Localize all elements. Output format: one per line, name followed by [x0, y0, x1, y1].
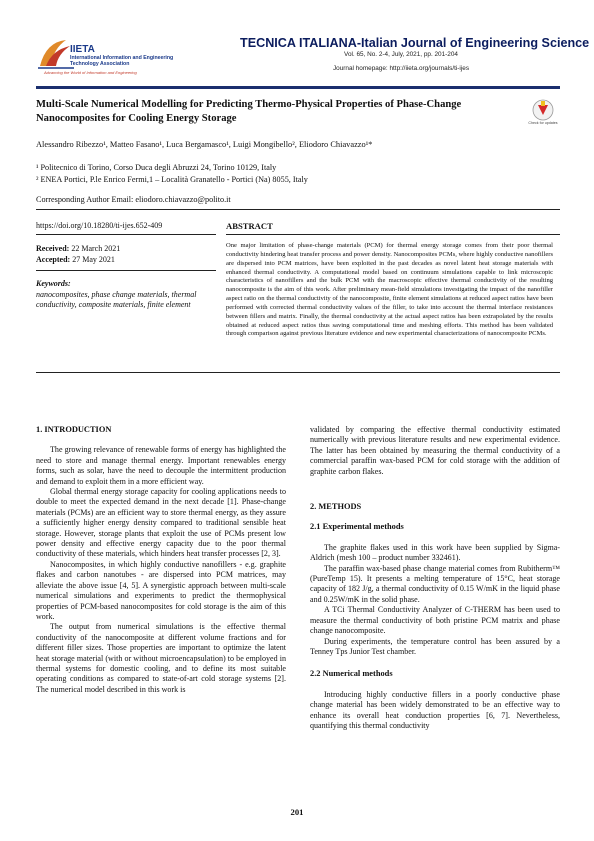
paragraph: During experiments, the temperature control has been assured by a Tenney Tps Junior Test chamber.	[310, 636, 560, 656]
received-date: 22 March 2021	[71, 244, 121, 253]
body-column-right	[310, 425, 560, 731]
affiliation-1: ¹ Politecnico di Torino, Corso Duca degli Abruzzi 24, Torino 10129, Italy	[36, 163, 277, 172]
header-rule	[36, 86, 560, 89]
abstract-heading: ABSTRACT	[226, 221, 273, 231]
paragraph: Nanocomposites, in which highly conductive nanofillers - e.g. graphite flakes and carbon nanotubes - are dispersed into PCM matrices, may alleviate the above issue [4, 5]. A synergistic approach between multi-scale numerical simulations and experiments to predict the thermophysical properties of PCM-based nanocomposites for cold storage is the aim of this work.	[36, 559, 286, 621]
crossmark-label: Check for updates	[528, 121, 558, 125]
paragraph: The paraffin wax-based phase change material comes from Rubitherm™ (PureTemp 15). It presents a melting temperature of 15°C, heat storage capacity of 182 J/g, a thermal conductivity of 0.15 W/mK in the liquid phase and 0.25W/mK in the solid phase.	[310, 563, 560, 604]
accepted-label: Accepted:	[36, 255, 71, 264]
keywords-label: Keywords:	[36, 279, 71, 288]
logo-acronym: IIETA	[70, 44, 95, 55]
received-label: Received:	[36, 244, 70, 253]
logo-tagline: Advancing the World of Information and Engineering	[44, 70, 137, 75]
doi-link[interactable]: https://doi.org/10.18280/ti-ijes.652-409	[36, 221, 163, 230]
author-list: Alessandro Ribezzo¹, Matteo Fasano¹, Luca Bergamasco¹, Luigi Mongibello², Eliodoro Chiavazzo¹*	[36, 140, 373, 149]
affiliation-2: ² ENEA Portici, P.le Enrico Fermi,1 – Località Granatello - Portici (Na) 8055, Italy	[36, 175, 308, 184]
divider	[226, 234, 560, 235]
journal-volume: Vol. 65, No. 2-4, July, 2021, pp. 201-204	[344, 51, 458, 58]
logo-text	[70, 44, 180, 67]
paragraph: The growing relevance of renewable forms of energy has highlighted the need to store and manage thermal energy. Important renewables energy forms, such as solar, have the need to decouple the intermittent production and demand to exploit them in a more efficient way.	[36, 445, 286, 486]
subsection-heading-experimental: 2.1 Experimental methods	[310, 522, 404, 532]
paragraph: The graphite flakes used in this work have been supplied by Sigma-Aldrich (mesh 100 – product number 332461).	[310, 542, 560, 563]
logo-org: International Information and Engineering Technology Association	[70, 55, 174, 67]
divider	[36, 234, 216, 235]
keywords-list: nanocomposites, phase change materials, thermal conductivity, composite materials, finite element	[36, 289, 197, 309]
subsection-heading-numerical: 2.2 Numerical methods	[310, 669, 393, 679]
journal-title: TECNICA ITALIANA-Italian Journal of Engineering Science	[240, 36, 590, 50]
corresponding-author: Corresponding Author Email: eliodoro.chiavazzo@polito.it	[36, 195, 231, 204]
body-column-left	[36, 425, 286, 695]
keywords-block	[36, 279, 216, 311]
paragraph: validated by comparing the effective thermal conductivity estimated numerically with previous literature results and new experimental evidence. The latter has been obtained by measuring the thermal conductivity of a commercial paraffin wax-based PCM for cold storage with the addition of graphite carbon flakes.	[310, 425, 560, 476]
paragraph: The output from numerical simulations is the effective thermal conductivity of the nanocomposite at different volume fractions and for different filler sizes. Those properties are important to optimize the latent heat storage material (with or without microencapsulation) to be employed in thermal systems for domestic cooling, and to define its most suitable operating conditions as compared to state-of-art cold storage systems [2]. The numerical model described in this work is	[36, 622, 286, 694]
paragraph: Global thermal energy storage capacity for cooling applications needs to double to meet the expected demand in the next decade [1]. Phase-change materials (PCMs) are an efficient way to store thermal energy, as they assure a sufficiently higher energy density compared to traditional sensible heat storage. However, storage plants that exploit the use of PCMs present low power density and effective energy capacity due to the poor thermal conductivity of these materials, which hinders heat transfer processes [2, 3].	[36, 487, 286, 559]
paragraph: A TCi Thermal Conductivity Analyzer of C-THERM has been used to measure the thermal conductivity of both pristine PCM matrix and phase change nanocomposite.	[310, 605, 560, 636]
paper-title: Multi-Scale Numerical Modelling for Predicting Thermo-Physical Properties of Phase-Change Nanocomposites for Cooling Energy Storage	[36, 99, 462, 124]
section-heading-methods: 2. METHODS	[310, 502, 362, 512]
divider	[36, 372, 560, 373]
accepted-line	[36, 255, 216, 266]
received-line	[36, 244, 216, 255]
paragraph: Introducing highly conductive fillers in a poorly conductive phase change material has been widely demonstrated to be an effective way to enhance its overall heat conduction properties [6, 7]. Nevertheless, quantifying this thermal conductivity	[310, 689, 560, 730]
divider	[36, 209, 560, 210]
divider	[36, 270, 216, 271]
abstract-text: One major limitation of phase-change materials (PCM) for thermal energy storage comes from their poor thermal conductivity hindering heat transfer process and power density. Nanocomposites PCMs, where highly conductive nanofillers are dispersed into PCM matrices, have been exploited in the past decades as novel latent heat storage materials with enhanced thermal conductivity. A computational model based on continuum simulations capable to link microscopic characteristics of nanofillers and the bulk PCM with the macroscopic effective thermal conductivity of the resulting nanocomposite is the aim of this work. After preliminary mean-field simulations investigating the impact of the nanofiller aspect ratio on the thermal conductivity of the nanocomposite, finite element simulations at reduced aspect ratios have been performed with corrected thermal conductivity values of the filler, to take into account the thermal interface resistances between fillers and matrix. Finally, the thermal conductivity at the actual aspect ratios has been extrapolated by the results obtained at reduced aspect ratios thus saving computational time and meshing efforts. This method has been validated through comparison against previous literature evidence and new experimental characterizations of nanocomposite PCMs.	[226, 242, 553, 338]
section-heading-introduction: 1. INTRODUCTION	[36, 425, 112, 434]
journal-homepage-link[interactable]: Journal homepage: http://iieta.org/journals/ti-ijes	[332, 65, 470, 72]
page-number: 201	[290, 807, 304, 817]
accepted-date: 27 May 2021	[72, 255, 115, 264]
crossmark-icon[interactable]	[528, 98, 558, 132]
